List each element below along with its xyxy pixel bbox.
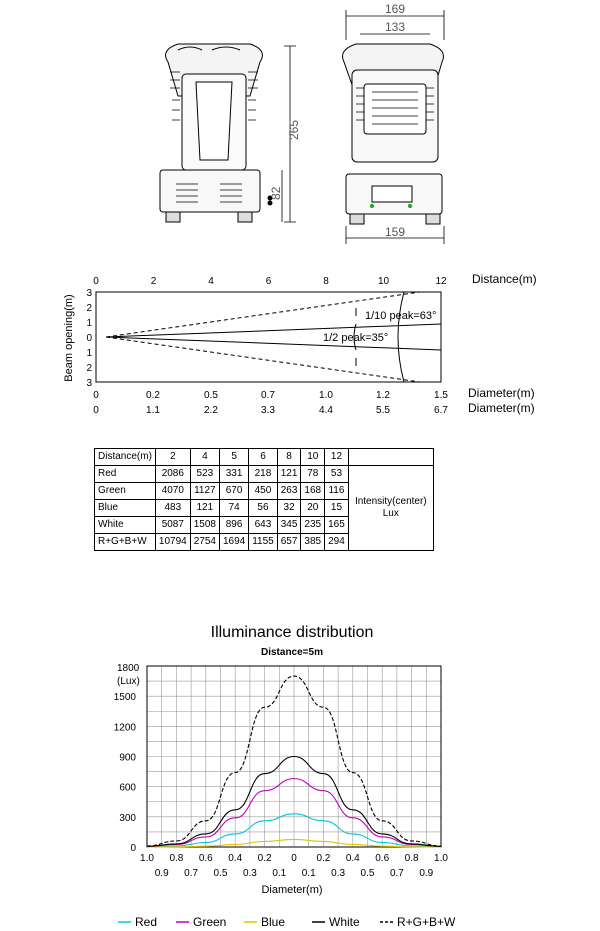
diameter-tick-2: 4.4 (319, 405, 333, 416)
x-tick-label: 0 (291, 853, 297, 864)
diameter-tick-1: 1.5 (434, 390, 448, 401)
table-cell: 15 (325, 500, 349, 517)
y-tick-label: 0 (130, 843, 136, 854)
table-cell: 263 (277, 483, 301, 500)
distance-tick: 12 (435, 276, 447, 287)
diameter-tick-1: 1.0 (319, 390, 333, 401)
diameter-tick-1: 0.5 (204, 390, 218, 401)
intensity-note: Intensity(center) Lux (348, 466, 433, 551)
table-header-blank (348, 449, 433, 466)
row-label: White (95, 517, 156, 534)
x-tick-label: 0.8 (404, 853, 419, 864)
x-tick-label-mid: 0.5 (360, 868, 375, 879)
table-cell: 450 (249, 483, 278, 500)
y-tick-label: 1200 (113, 722, 136, 734)
y-tick-label: 600 (119, 782, 136, 794)
half-peak-upper-line (106, 324, 441, 337)
table-cell: 20 (301, 500, 325, 517)
table-cell: 56 (249, 500, 278, 517)
row-label: Blue (95, 500, 156, 517)
x-tick-label: 0.4 (228, 853, 243, 864)
beam-y-tick: 3 (86, 378, 92, 389)
table-row (95, 466, 434, 483)
legend-label: Red (135, 915, 158, 929)
diameter-tick-1: 0.7 (261, 390, 275, 401)
table-header-distance: 5 (219, 449, 248, 466)
fixture-drawing (0, 0, 600, 260)
front-view (343, 44, 444, 224)
x-tick-label: 0.4 (345, 853, 360, 864)
intensity-table (94, 448, 434, 551)
beam-distance-label: Distance(m) (472, 272, 537, 286)
diameter-tick-1: 1.2 (376, 390, 390, 401)
legend-label: White (329, 915, 360, 929)
table-cell: 168 (301, 483, 325, 500)
diameter-tick-2: 2.2 (204, 405, 218, 416)
x-tick-label: 0.6 (375, 853, 390, 864)
table-header-distance: 2 (155, 449, 190, 466)
diameter-tick-1: 0 (93, 390, 99, 401)
table-header-distance: 12 (325, 449, 349, 466)
diameter-label-2: Diameter(m) (468, 401, 535, 415)
y-axis-unit: (Lux) (117, 676, 140, 687)
diameter-label-1: Diameter(m) (468, 386, 535, 400)
x-tick-label: 0.2 (316, 853, 331, 864)
x-tick-label-mid: 0.3 (331, 868, 346, 879)
table-cell: 1508 (190, 517, 219, 534)
table-cell: 331 (219, 466, 248, 483)
table-cell: 670 (219, 483, 248, 500)
table-cell: 121 (277, 466, 301, 483)
y-axis-top-label: 1800 (117, 663, 140, 674)
table-cell: 657 (277, 534, 301, 551)
row-label: R+G+B+W (95, 534, 156, 551)
x-tick-label-mid: 0.3 (242, 868, 257, 879)
beam-y-tick: 2 (86, 363, 92, 374)
table-cell: 74 (219, 500, 248, 517)
dim-height: 265 (287, 119, 301, 140)
x-tick-label-mid: 0.7 (389, 868, 404, 879)
diameter-tick-2: 5.5 (376, 405, 390, 416)
x-tick-label-mid: 0.9 (419, 868, 434, 879)
y-tick-label: 1500 (113, 692, 136, 704)
beam-y-tick: 3 (86, 288, 92, 299)
distance-tick: 6 (265, 276, 272, 287)
legend-label: R+G+B+W (397, 915, 456, 929)
half-peak-lower-line (106, 337, 441, 350)
x-tick-label-mid: 0.7 (184, 868, 199, 879)
chart-subtitle: Distance=5m (261, 647, 323, 658)
legend-label: Green (193, 915, 227, 929)
diameter-tick-2: 0 (93, 405, 99, 416)
x-tick-label: 0.2 (257, 853, 272, 864)
table-cell: 235 (301, 517, 325, 534)
table-cell: 2754 (190, 534, 219, 551)
beam-y-tick: 1 (86, 348, 92, 359)
table-cell: 78 (301, 466, 325, 483)
table-cell: 643 (249, 517, 278, 534)
x-tick-label: 1.0 (434, 853, 448, 864)
table-cell: 1694 (219, 534, 248, 551)
table-cell: 165 (325, 517, 349, 534)
table-header-label: Distance(m) (95, 449, 156, 466)
table-cell: 294 (325, 534, 349, 551)
dim-top-inner: 133 (385, 20, 406, 34)
distance-tick: 0 (93, 276, 99, 287)
diameter-tick-2: 6.7 (434, 405, 448, 416)
table-cell: 53 (325, 466, 349, 483)
beam-frame (96, 292, 441, 382)
table-header-distance: 10 (301, 449, 325, 466)
table-header-distance: 4 (190, 449, 219, 466)
beam-y-tick: 0 (86, 333, 92, 344)
table-cell: 5087 (155, 517, 190, 534)
distance-tick: 8 (323, 276, 329, 287)
dim-top-width: 169 (385, 2, 406, 16)
tenth-peak-label: 1/10 peak=63° (365, 310, 437, 322)
half-peak-label: 1/2 peak=35° (323, 332, 389, 344)
table-cell: 385 (301, 534, 325, 551)
table-header-distance: 6 (249, 449, 278, 466)
y-tick-label: 900 (119, 752, 136, 764)
x-tick-label: 0.6 (198, 853, 213, 864)
row-label: Green (95, 483, 156, 500)
table-cell: 10794 (155, 534, 190, 551)
table-cell: 1155 (249, 534, 278, 551)
beam-y-label: Beam opening(m) (63, 294, 75, 382)
chart-title: Illuminance distribution (210, 624, 374, 641)
diameter-tick-2: 3.3 (261, 405, 275, 416)
beam-y-tick: 2 (86, 303, 92, 314)
dim-base-width: 159 (385, 225, 406, 239)
x-tick-label-mid: 0.1 (272, 868, 287, 879)
legend-label: Blue (261, 915, 286, 929)
diameter-tick-1: 0.2 (146, 390, 160, 401)
distance-tick: 2 (150, 276, 157, 287)
side-view (160, 44, 272, 222)
x-tick-label-mid: 0.1 (301, 868, 316, 879)
x-tick-label: 1.0 (140, 853, 154, 864)
x-tick-label-mid: 0.9 (154, 868, 169, 879)
table-cell: 345 (277, 517, 301, 534)
x-tick-label: 0.8 (169, 853, 184, 864)
illuminance-chart (0, 600, 600, 931)
table-cell: 2086 (155, 466, 190, 483)
table-cell: 523 (190, 466, 219, 483)
row-label: Red (95, 466, 156, 483)
dim-base-height: 82 (269, 186, 283, 200)
y-tick-label: 300 (119, 812, 136, 824)
table-cell: 896 (219, 517, 248, 534)
x-axis-label: Diameter(m) (261, 884, 323, 896)
distance-tick: 10 (377, 276, 390, 287)
table-cell: 121 (190, 500, 219, 517)
table-header-distance: 8 (277, 449, 301, 466)
table-cell: 32 (277, 500, 301, 517)
table-cell: 4070 (155, 483, 190, 500)
diameter-tick-2: 1.1 (146, 405, 160, 416)
table-cell: 116 (325, 483, 349, 500)
tenth-peak-arc (398, 292, 404, 382)
table-cell: 1127 (190, 483, 219, 500)
beam-y-tick: 1 (86, 318, 92, 329)
table-cell: 483 (155, 500, 190, 517)
distance-tick: 4 (208, 276, 214, 287)
beam-diagram (0, 268, 600, 438)
table-cell: 218 (249, 466, 278, 483)
x-tick-label-mid: 0.5 (213, 868, 228, 879)
